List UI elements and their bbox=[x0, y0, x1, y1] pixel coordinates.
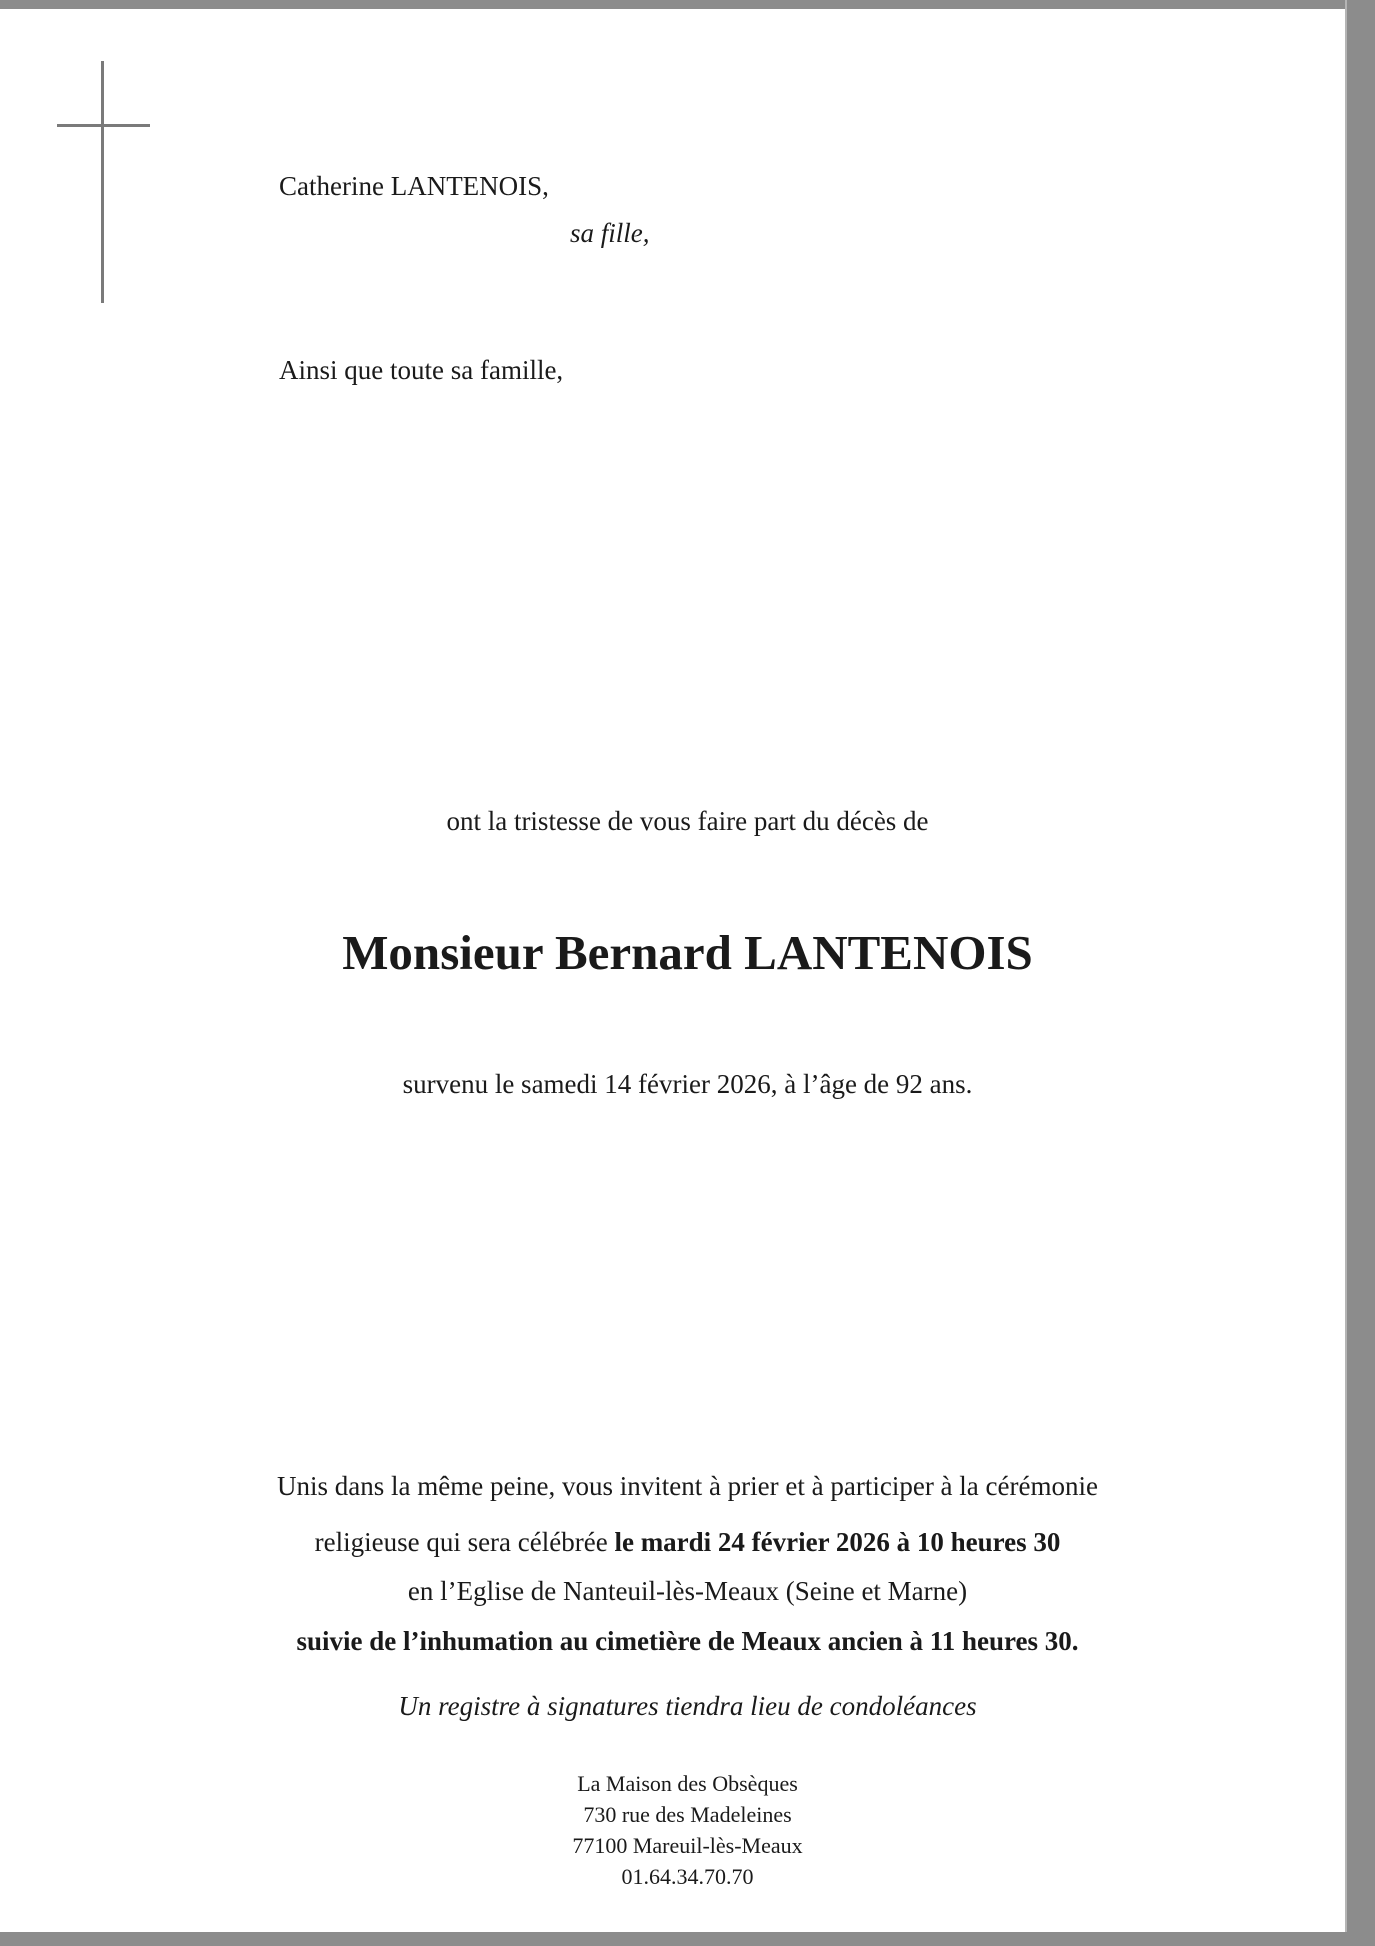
family-name: Catherine LANTENOIS, bbox=[279, 171, 549, 201]
announcement-intro: ont la tristesse de vous faire part du décès de bbox=[446, 806, 929, 836]
burial-info: suivie de l’inhumation au cimetière de Meaux ancien à 11 heures 30. bbox=[296, 1626, 1079, 1656]
ceremony-date-prefix: religieuse qui sera célébrée bbox=[314, 1527, 615, 1557]
ceremony-location: en l’Eglise de Nanteuil-lès-Meaux (Seine et Marne) bbox=[407, 1576, 968, 1606]
funeral-home-phone: 01.64.34.70.70 bbox=[621, 1864, 754, 1889]
registry-note: Un registre à signatures tiendra lieu de condoléances bbox=[398, 1691, 977, 1721]
death-details: survenu le samedi 14 février 2026, à l’âge de 92 ans. bbox=[402, 1069, 973, 1099]
funeral-home-name: La Maison des Obsèques bbox=[577, 1771, 798, 1796]
page-border-bottom bbox=[0, 1932, 1375, 1946]
cross-horizontal-bar bbox=[57, 124, 150, 127]
funeral-home-street: 730 rue des Madeleines bbox=[583, 1802, 792, 1827]
ceremony-date: le mardi 24 février 2026 à 10 heures 30 bbox=[614, 1527, 1061, 1557]
ceremony-date-line bbox=[0, 1526, 1375, 1558]
family-relation: sa fille, bbox=[570, 218, 650, 248]
cross-vertical-bar bbox=[101, 61, 104, 303]
page-border-top bbox=[0, 0, 1375, 9]
family-others: Ainsi que toute sa famille, bbox=[279, 355, 564, 385]
deceased-name: Monsieur Bernard LANTENOIS bbox=[342, 925, 1033, 980]
funeral-home-city: 77100 Mareuil-lès-Meaux bbox=[572, 1833, 803, 1858]
ceremony-invitation: Unis dans la même peine, vous invitent à prier et à participer à la cérémonie bbox=[277, 1471, 1098, 1501]
